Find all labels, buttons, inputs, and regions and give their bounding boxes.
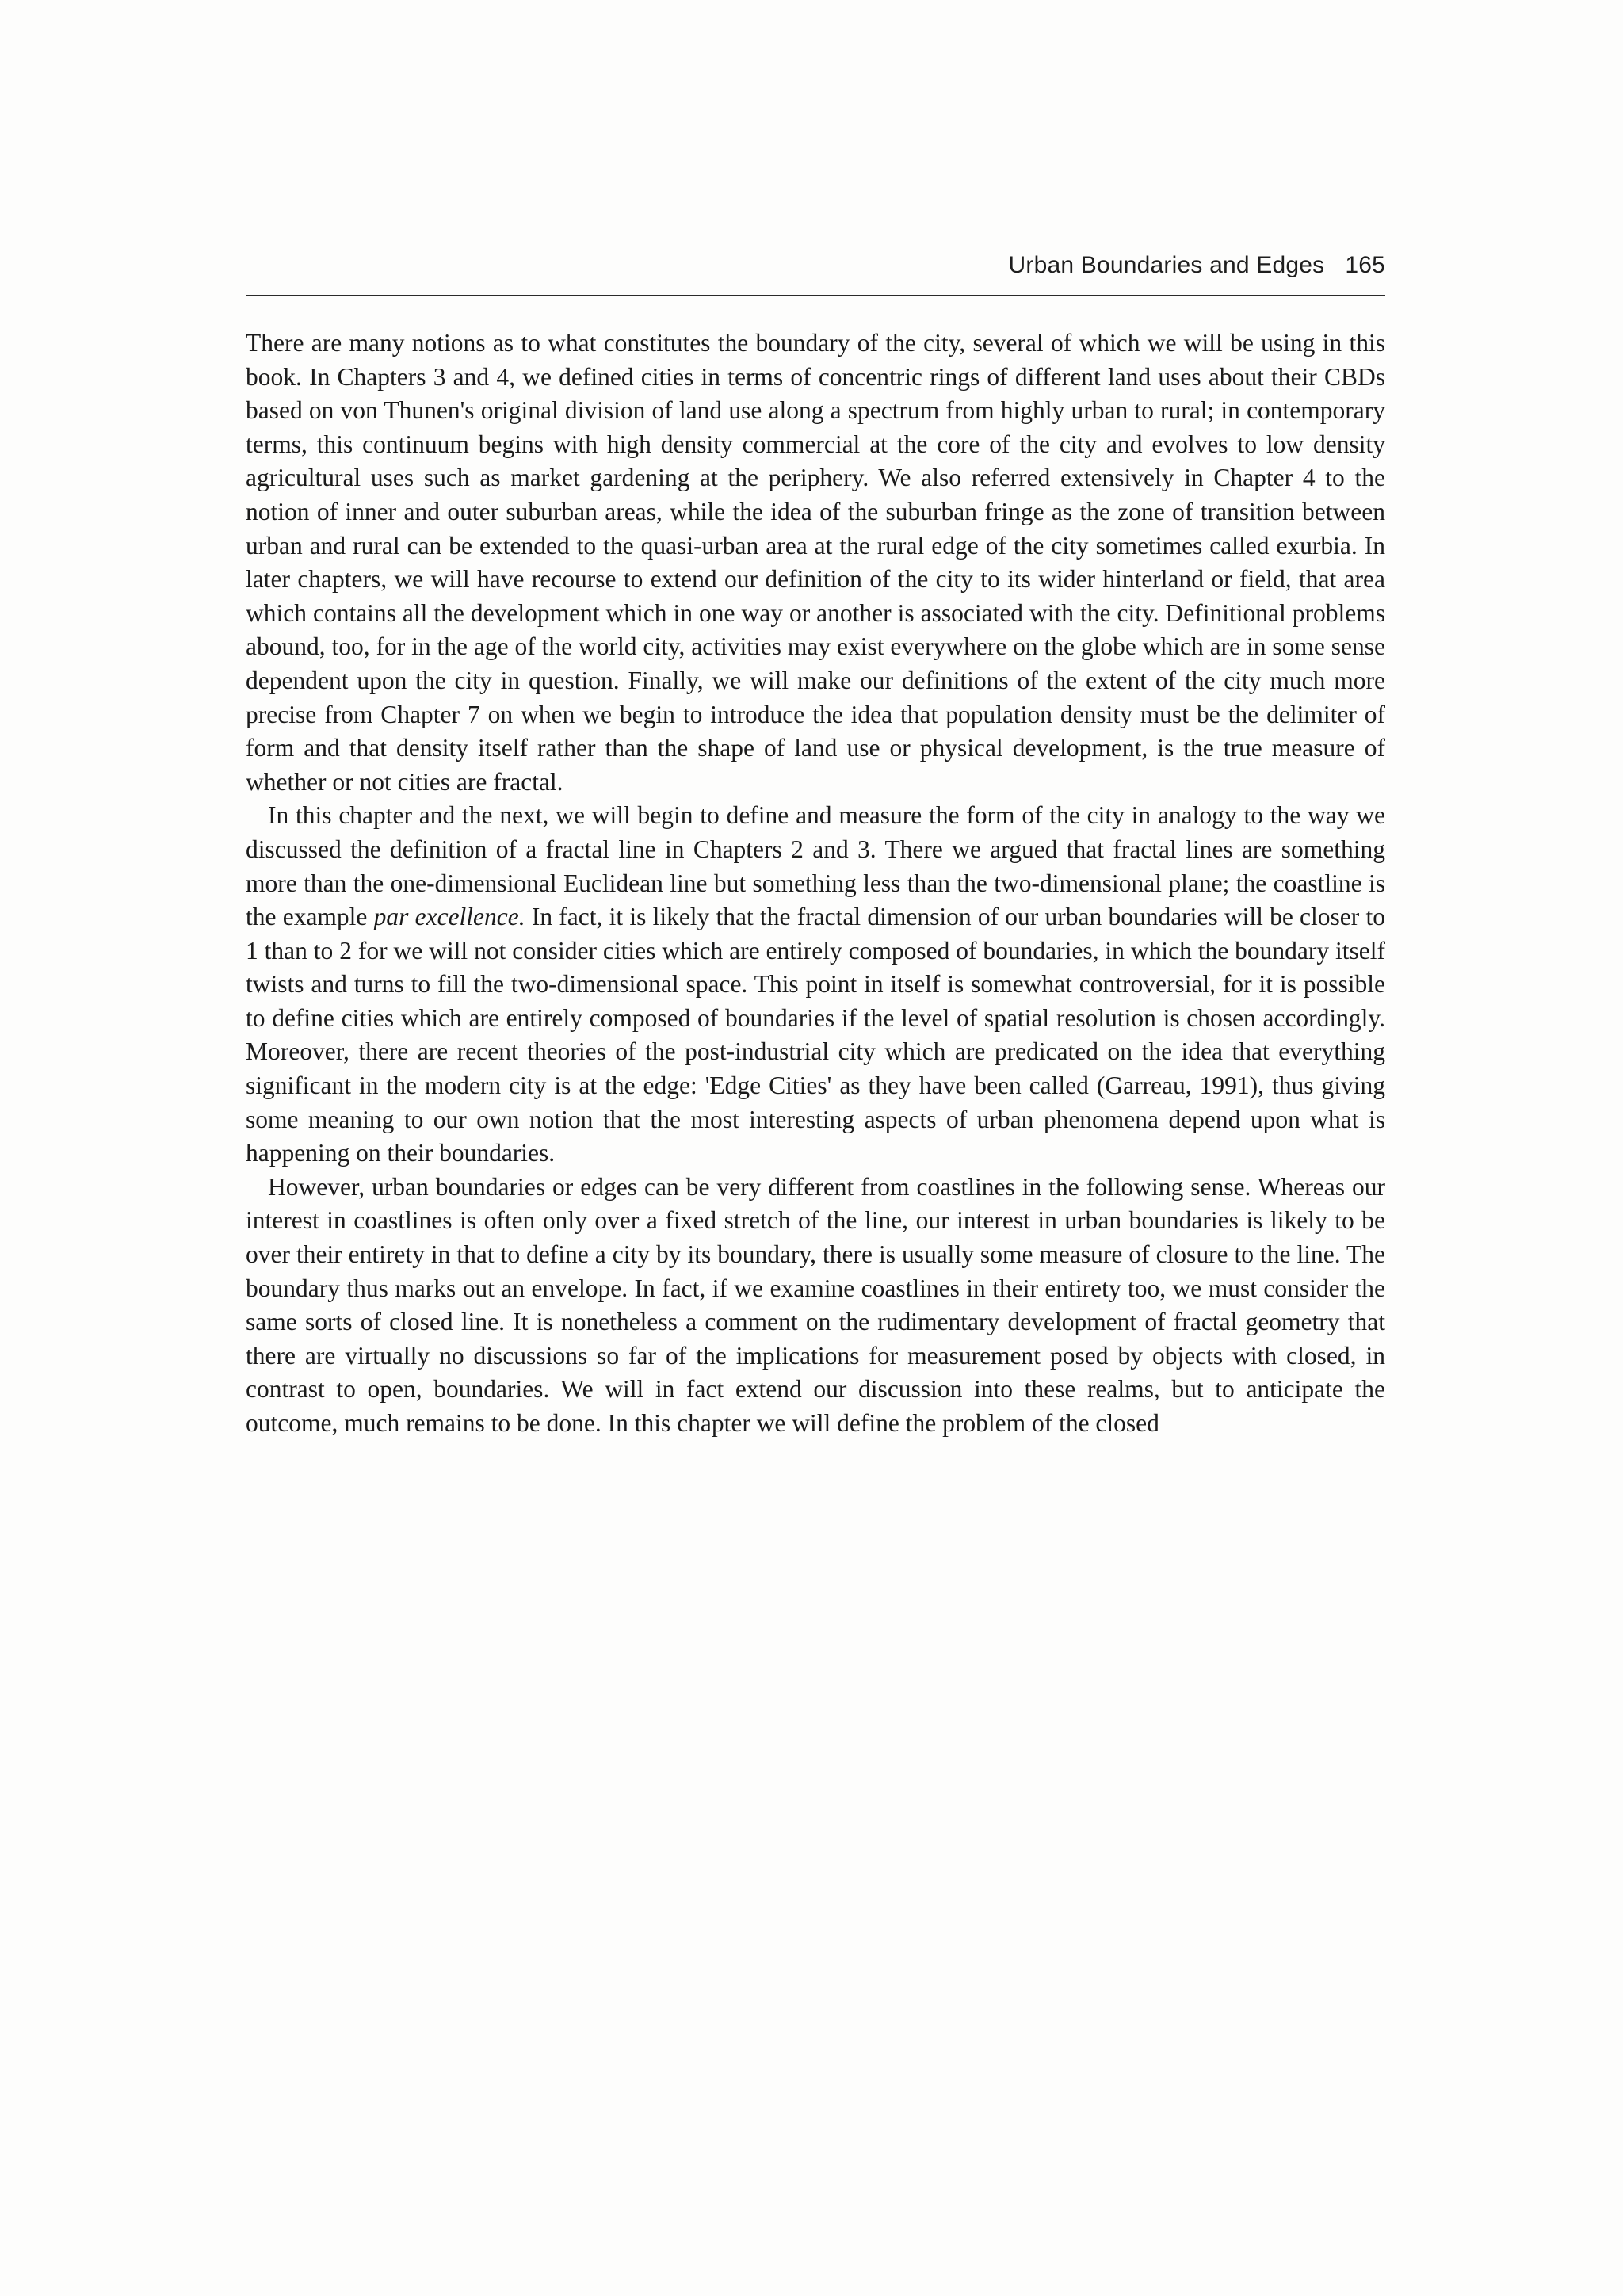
paragraph-1: There are many notions as to what constitutes the boundary of the city, several of which we will be using in this book. In Chapters 3 and 4, we defined cities in terms of concentric rings of different land uses about their CBDs based on von Thunen's original division of land use along a spectrum from highly urban to rural; in contemporary terms, this continuum begins with high density commercial at the core of the city and evolves to low density agricultural uses such as market gardening at the periphery. We also referred extensively in Chapter 4 to the notion of inner and outer suburban areas, while the idea of the suburban fringe as the zone of transition between urban and rural can be extended to the quasi-urban area at the rural edge of the city sometimes called exurbia. In later chapters, we will have recourse to extend our definition of the city to its wider hinterland or field, that area which contains all the development which in one way or another is associated with the city. Definitional problems abound, too, for in the age of the world city, activities may exist everywhere on the globe which are in some sense dependent upon the city in question. Finally, we will make our definitions of the extent of the city much more precise from Chapter 7 on when we begin to introduce the idea that population density must be the delimiter of form and that density itself rather than the shape of land use or physical development, is the true measure of whether or not cities are fractal. xyxy=(246,329,1385,796)
body-text xyxy=(246,327,1385,1441)
paragraph-2-italic-phrase: par excellence. xyxy=(373,903,525,931)
paragraph-2-text-b: In fact, it is likely that the fractal dimension of our urban boundaries will be closer to 1 than to 2 for we will not consider cities which are entirely composed of boundaries, in which the boundary itself twists and turns to fill the two-dimensional space. This point in itself is somewhat controversial, for it is possible to define cities which are entirely composed of boundaries if the level of spatial resolution is chosen accordingly. Moreover, there are recent theories of the post-industrial city which are predicated on the idea that everything significant in the modern city is at the edge: 'Edge Cities' as they have been called (Garreau, 1991), thus giving some meaning to our own notion that the most interesting aspects of urban phenomena depend upon what is happening on their boundaries. xyxy=(246,903,1385,1167)
running-head-title: Urban Boundaries and Edges xyxy=(1008,252,1325,278)
paragraph-3: However, urban boundaries or edges can be very different from coastlines in the following sense. Whereas our interest in coastlines is often only over a fixed stretch of the line, our interest in urban boundaries is likely to be over their entirety in that to define a city by its boundary, there is usually some measure of closure to the line. The boundary thus marks out an envelope. In fact, if we examine coastlines in their entirety too, we must consider the same sorts of closed line. It is nonetheless a comment on the rudimentary development of fractal geometry that there are virtually no discussions so far of the implications for measurement posed by objects with closed, in contrast to open, boundaries. We will in fact extend our discussion into these realms, but to anticipate the outcome, much remains to be done. In this chapter we will define the problem of the closed xyxy=(246,1172,1385,1437)
page-number: 165 xyxy=(1345,252,1385,278)
paragraph-2 xyxy=(246,799,1385,1171)
running-head xyxy=(246,252,1385,287)
header-rule xyxy=(246,295,1385,296)
paragraph-2-text-a: In this chapter and the next, we will begin to define and measure the form of the city in analogy to the way we discussed the definition of a fractal line in Chapters 2 and 3. There we argued that fractal lines are something more than the one-dimensional Euclidean line but something less than the two-dimensional plane; the coastline is the example xyxy=(246,801,1385,931)
